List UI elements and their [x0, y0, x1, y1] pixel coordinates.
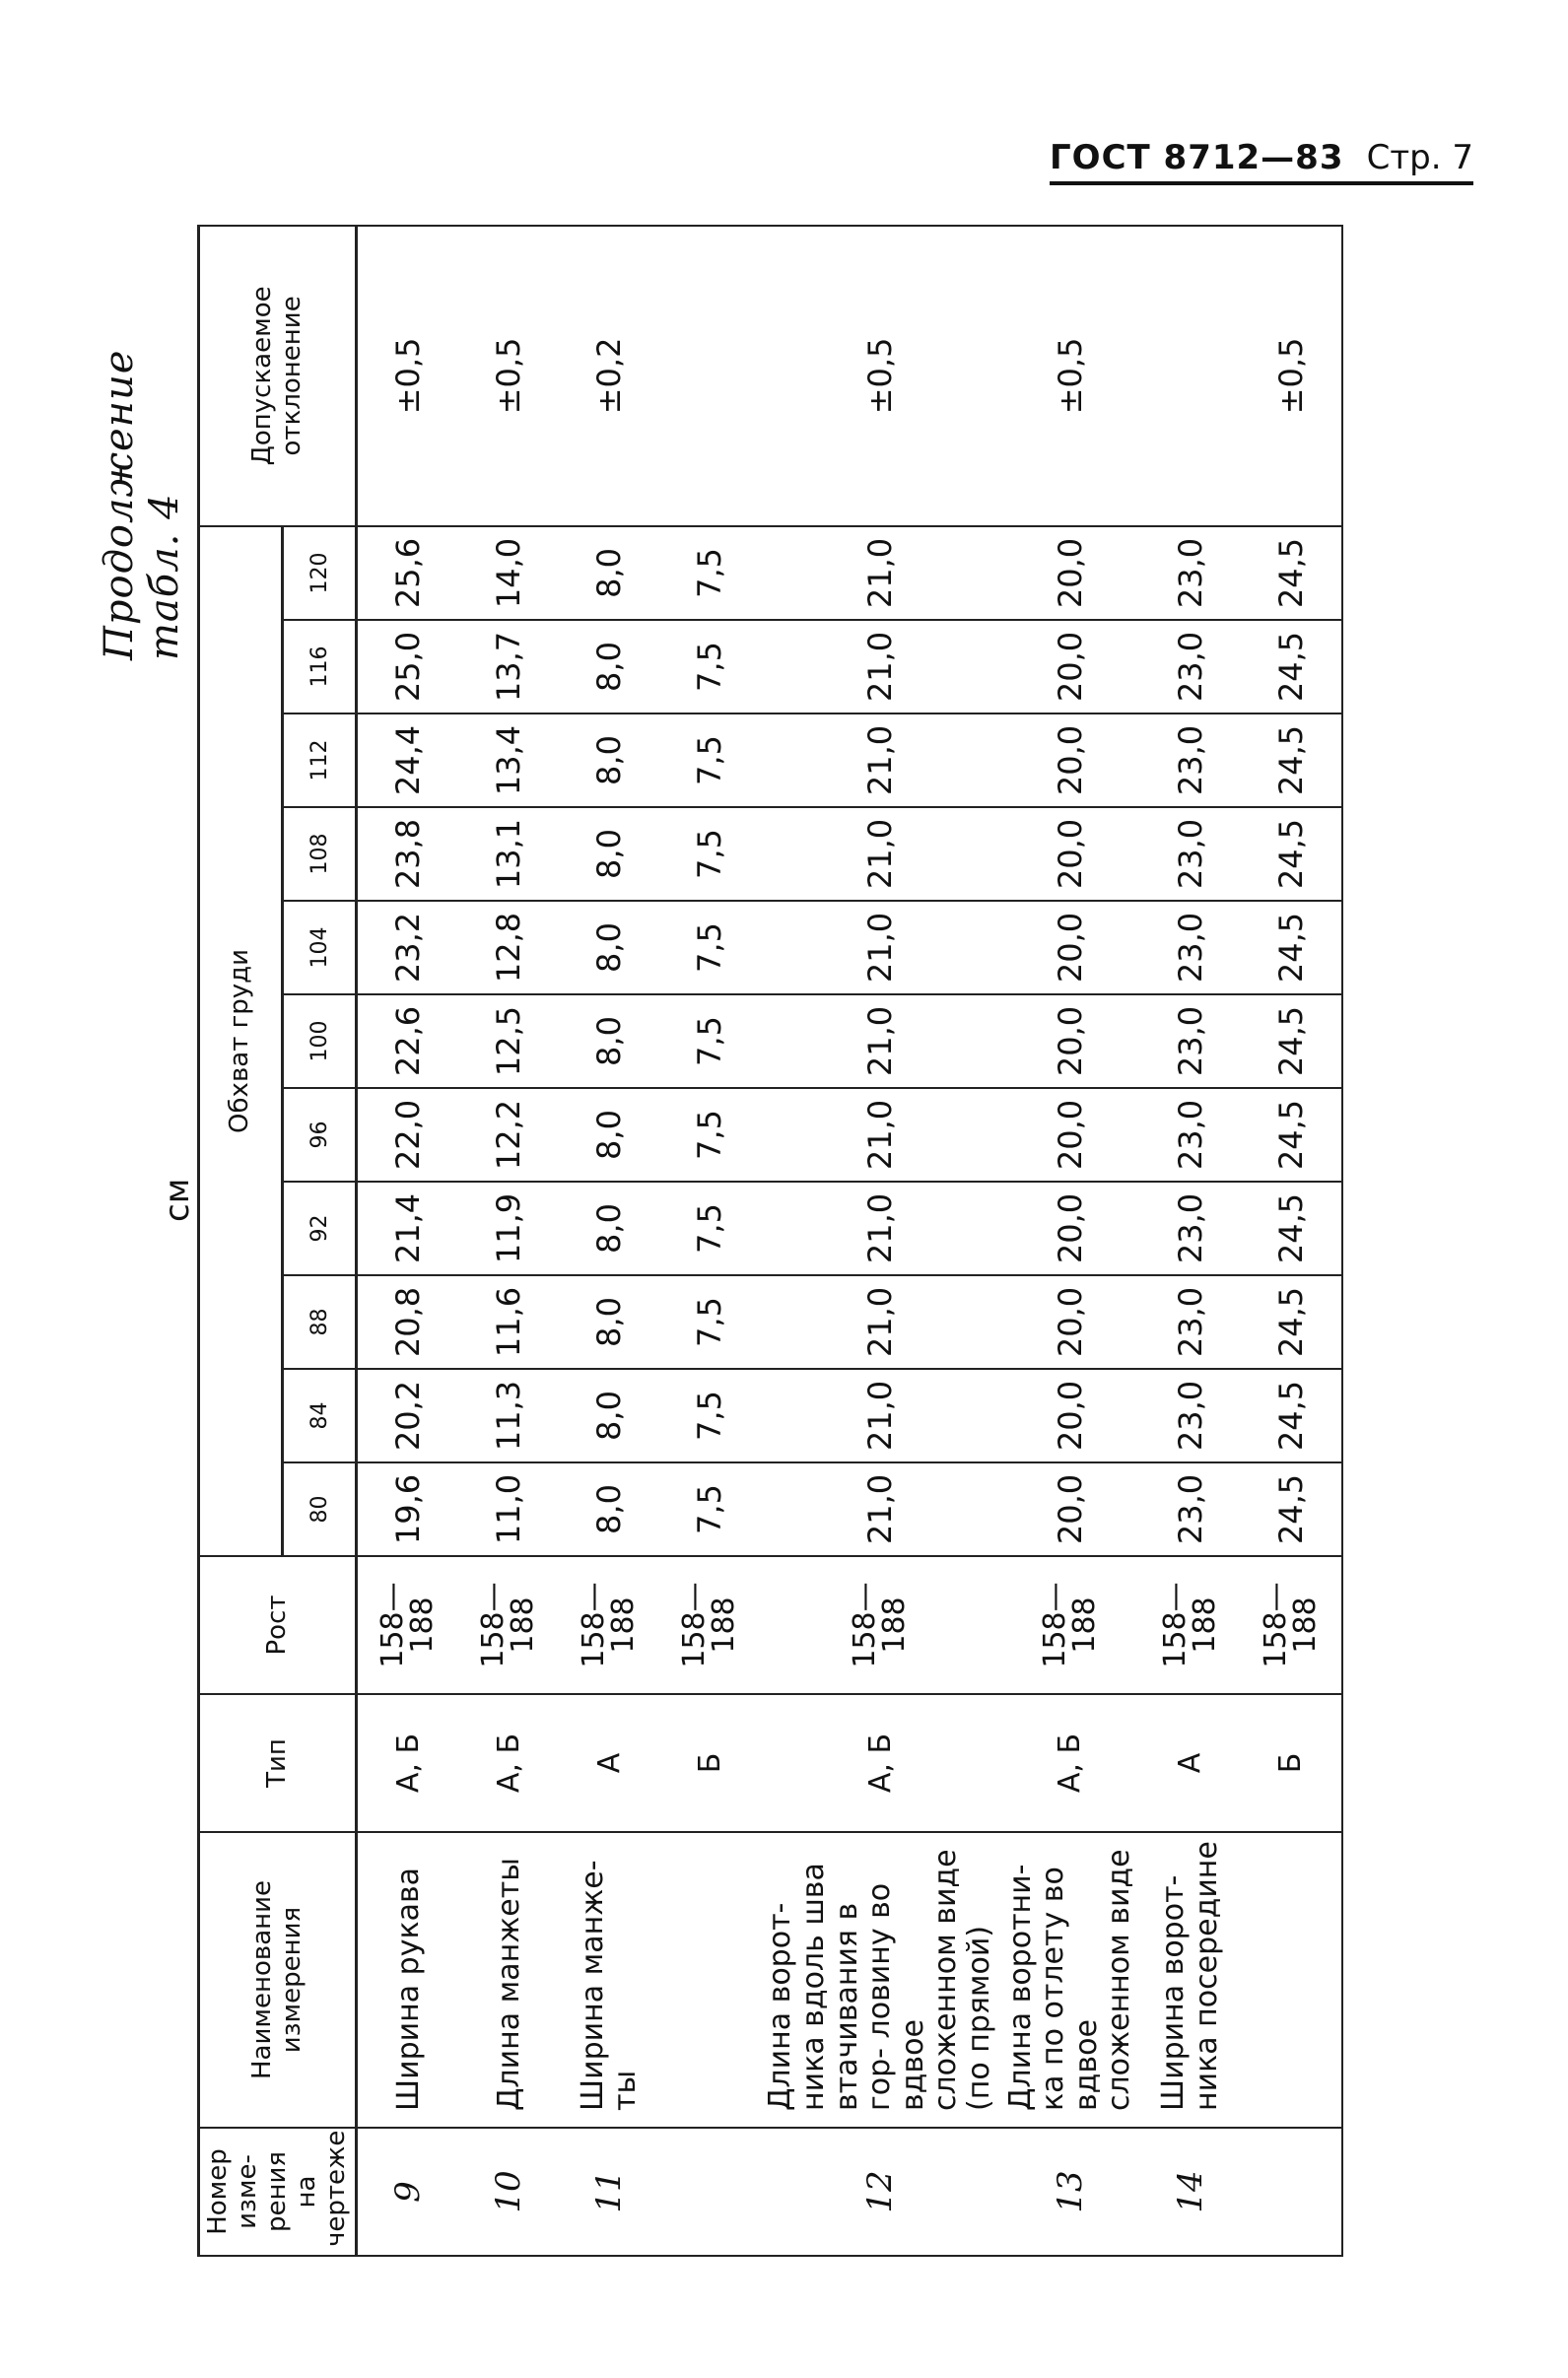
chest-value-cell: 8,0 — [559, 526, 659, 620]
chest-value-cell: 11,3 — [458, 1369, 559, 1462]
chest-value-cell: 7,5 — [659, 713, 760, 807]
figure-type: А, Б — [357, 1694, 459, 1832]
measurement-name — [1241, 1832, 1342, 2128]
col-header-tolerance: Допускаемое отклонение — [199, 226, 357, 526]
chest-value-cell: 24,5 — [1241, 1369, 1342, 1462]
chest-value-cell: 24,5 — [1241, 901, 1342, 994]
measurement-number: 13 — [1000, 2128, 1140, 2256]
page-header — [1050, 138, 1473, 185]
tolerance-value: ±0,5 — [357, 226, 459, 526]
chest-value-cell: 8,0 — [559, 901, 659, 994]
chest-value-cell: 23,0 — [1140, 526, 1241, 620]
chest-value-cell: 20,2 — [357, 1369, 459, 1462]
chest-value-cell: 24,5 — [1241, 1182, 1342, 1275]
chest-value-cell: 20,0 — [1000, 807, 1140, 901]
chest-value-cell: 7,5 — [659, 620, 760, 713]
height-range: 158—188 — [1140, 1556, 1241, 1694]
chest-value-cell: 21,0 — [760, 1369, 999, 1462]
chest-value-cell: 11,9 — [458, 1182, 559, 1275]
chest-value-cell: 23,0 — [1140, 1275, 1241, 1369]
figure-type: Б — [659, 1694, 760, 1832]
chest-value-cell: 8,0 — [559, 1088, 659, 1182]
measurement-number: 9 — [357, 2128, 459, 2256]
tolerance-value: ±0,5 — [760, 226, 999, 526]
chest-value-cell: 23,0 — [1140, 807, 1241, 901]
page-number: Стр. 7 — [1366, 138, 1473, 177]
tolerance-value: ±0,2 — [559, 226, 659, 526]
chest-value-cell: 19,6 — [357, 1462, 459, 1556]
col-header-height: Рост — [199, 1556, 357, 1694]
chest-value-cell: 14,0 — [458, 526, 559, 620]
chest-value-cell: 8,0 — [559, 713, 659, 807]
chest-value-cell: 24,5 — [1241, 807, 1342, 901]
chest-value-cell: 7,5 — [659, 1369, 760, 1462]
chest-size-84: 84 — [283, 1369, 357, 1462]
chest-value-cell: 21,0 — [760, 1462, 999, 1556]
col-header-number: Номер изме- рения на чертеже — [199, 2128, 357, 2256]
chest-size-80: 80 — [283, 1462, 357, 1556]
col-header-type: Тип — [199, 1694, 357, 1832]
table-body — [357, 226, 1342, 2256]
chest-value-cell: 21,0 — [760, 1182, 999, 1275]
chest-size-88: 88 — [283, 1275, 357, 1369]
height-range: 158—188 — [760, 1556, 999, 1694]
height-range: 158—188 — [1241, 1556, 1342, 1694]
chest-value-cell: 24,5 — [1241, 1088, 1342, 1182]
chest-value-cell: 8,0 — [559, 807, 659, 901]
chest-value-cell: 23,0 — [1140, 1088, 1241, 1182]
rotated-table-block — [89, 227, 1498, 2257]
chest-value-cell: 25,0 — [357, 620, 459, 713]
chest-value-cell: 23,0 — [1140, 713, 1241, 807]
chest-value-cell: 20,0 — [1000, 620, 1140, 713]
chest-value-cell: 20,0 — [1000, 1369, 1140, 1462]
chest-value-cell: 8,0 — [559, 1182, 659, 1275]
chest-value-cell: 20,0 — [1000, 713, 1140, 807]
figure-type: А, Б — [1000, 1694, 1140, 1832]
chest-value-cell: 24,5 — [1241, 620, 1342, 713]
chest-size-96: 96 — [283, 1088, 357, 1182]
chest-value-cell: 7,5 — [659, 1088, 760, 1182]
chest-value-cell: 23,0 — [1140, 1462, 1241, 1556]
height-range: 158—188 — [458, 1556, 559, 1694]
figure-type: А, Б — [760, 1694, 999, 1832]
chest-value-cell: 11,6 — [458, 1275, 559, 1369]
chest-value-cell: 22,6 — [357, 994, 459, 1088]
chest-value-cell: 21,0 — [760, 526, 999, 620]
chest-value-cell: 8,0 — [559, 1275, 659, 1369]
chest-value-cell: 23,0 — [1140, 620, 1241, 713]
standard-code: ГОСТ 8712—83 — [1050, 138, 1344, 177]
measurements-table — [197, 225, 1343, 2257]
chest-value-cell: 21,0 — [760, 1275, 999, 1369]
chest-value-cell: 8,0 — [559, 1462, 659, 1556]
tolerance-value — [659, 226, 760, 526]
measurement-name: Длина ворот- ника вдоль шва втачивания в гор- ловину во вдвое сложенном виде (по прямой) — [760, 1832, 999, 2128]
figure-type: Б — [1241, 1694, 1342, 1832]
chest-value-cell: 13,1 — [458, 807, 559, 901]
chest-value-cell: 24,5 — [1241, 526, 1342, 620]
chest-value-cell: 23,0 — [1140, 1182, 1241, 1275]
table-row — [1000, 226, 1140, 2256]
chest-value-cell: 13,4 — [458, 713, 559, 807]
height-range: 158—188 — [357, 1556, 459, 1694]
measurement-name: Ширина ворот- ника посередине — [1140, 1832, 1241, 2128]
chest-value-cell: 7,5 — [659, 807, 760, 901]
measurement-number: 11 — [559, 2128, 659, 2256]
chest-value-cell: 7,5 — [659, 1462, 760, 1556]
chest-value-cell: 24,5 — [1241, 713, 1342, 807]
figure-type: А — [559, 1694, 659, 1832]
chest-value-cell: 21,0 — [760, 620, 999, 713]
table-row — [659, 226, 760, 2256]
chest-value-cell: 20,0 — [1000, 1462, 1140, 1556]
table-row — [458, 226, 559, 2256]
chest-value-cell: 12,8 — [458, 901, 559, 994]
chest-value-cell: 21,0 — [760, 1088, 999, 1182]
measurement-number — [659, 2128, 760, 2256]
tolerance-value — [1140, 226, 1241, 526]
chest-value-cell: 20,0 — [1000, 901, 1140, 994]
continuation-label: Продолжение табл. 4 — [97, 349, 187, 660]
chest-value-cell: 24,5 — [1241, 994, 1342, 1088]
chest-value-cell: 7,5 — [659, 1275, 760, 1369]
measurement-number — [1241, 2128, 1342, 2256]
chest-size-92: 92 — [283, 1182, 357, 1275]
tolerance-value: ±0,5 — [1241, 226, 1342, 526]
table-row — [357, 226, 459, 2256]
chest-value-cell: 23,2 — [357, 901, 459, 994]
chest-value-cell: 21,0 — [760, 994, 999, 1088]
col-header-name: Наименование измерения — [199, 1832, 357, 2128]
chest-value-cell: 12,5 — [458, 994, 559, 1088]
chest-value-cell: 11,0 — [458, 1462, 559, 1556]
measurement-name — [659, 1832, 760, 2128]
chest-size-104: 104 — [283, 901, 357, 994]
chest-value-cell: 7,5 — [659, 526, 760, 620]
height-range: 158—188 — [559, 1556, 659, 1694]
table-row — [559, 226, 659, 2256]
table-row — [760, 226, 999, 2256]
chest-value-cell: 21,0 — [760, 807, 999, 901]
chest-value-cell: 23,0 — [1140, 1369, 1241, 1462]
measurement-name: Длина воротни- ка по отлету во вдвое сложенном виде — [1000, 1832, 1140, 2128]
chest-value-cell: 23,0 — [1140, 994, 1241, 1088]
chest-size-116: 116 — [283, 620, 357, 713]
chest-value-cell: 20,0 — [1000, 1275, 1140, 1369]
chest-value-cell: 24,5 — [1241, 1275, 1342, 1369]
chest-value-cell: 24,4 — [357, 713, 459, 807]
measurement-name: Длина манжеты — [458, 1832, 559, 2128]
measurement-number: 14 — [1140, 2128, 1241, 2256]
chest-size-100: 100 — [283, 994, 357, 1088]
chest-size-120: 120 — [283, 526, 357, 620]
chest-value-cell: 25,6 — [357, 526, 459, 620]
height-range: 158—188 — [659, 1556, 760, 1694]
table-row — [1241, 226, 1342, 2256]
chest-value-cell: 8,0 — [559, 1369, 659, 1462]
chest-value-cell: 20,8 — [357, 1275, 459, 1369]
chest-value-cell: 22,0 — [357, 1088, 459, 1182]
tolerance-value: ±0,5 — [458, 226, 559, 526]
height-range: 158—188 — [1000, 1556, 1140, 1694]
figure-type: А, Б — [458, 1694, 559, 1832]
measurement-number: 12 — [760, 2128, 999, 2256]
measurement-number: 10 — [458, 2128, 559, 2256]
chest-value-cell: 20,0 — [1000, 994, 1140, 1088]
col-header-chest: Обхват груди — [199, 526, 283, 1556]
chest-value-cell: 24,5 — [1241, 1462, 1342, 1556]
chest-value-cell: 21,0 — [760, 901, 999, 994]
unit-label: см — [158, 1178, 197, 1222]
chest-value-cell: 23,0 — [1140, 901, 1241, 994]
table-row — [1140, 226, 1241, 2256]
chest-value-cell: 12,2 — [458, 1088, 559, 1182]
chest-value-cell: 21,4 — [357, 1182, 459, 1275]
chest-value-cell: 7,5 — [659, 994, 760, 1088]
chest-size-112: 112 — [283, 713, 357, 807]
tolerance-value: ±0,5 — [1000, 226, 1140, 526]
chest-value-cell: 7,5 — [659, 1182, 760, 1275]
chest-value-cell: 20,0 — [1000, 1088, 1140, 1182]
chest-value-cell: 21,0 — [760, 713, 999, 807]
chest-value-cell: 20,0 — [1000, 526, 1140, 620]
measurement-name: Ширина рукава — [357, 1832, 459, 2128]
chest-value-cell: 20,0 — [1000, 1182, 1140, 1275]
chest-value-cell: 8,0 — [559, 994, 659, 1088]
chest-value-cell: 7,5 — [659, 901, 760, 994]
chest-value-cell: 8,0 — [559, 620, 659, 713]
chest-value-cell: 23,8 — [357, 807, 459, 901]
measurement-name: Ширина манже- ты — [559, 1832, 659, 2128]
figure-type: А — [1140, 1694, 1241, 1832]
chest-value-cell: 13,7 — [458, 620, 559, 713]
chest-size-108: 108 — [283, 807, 357, 901]
